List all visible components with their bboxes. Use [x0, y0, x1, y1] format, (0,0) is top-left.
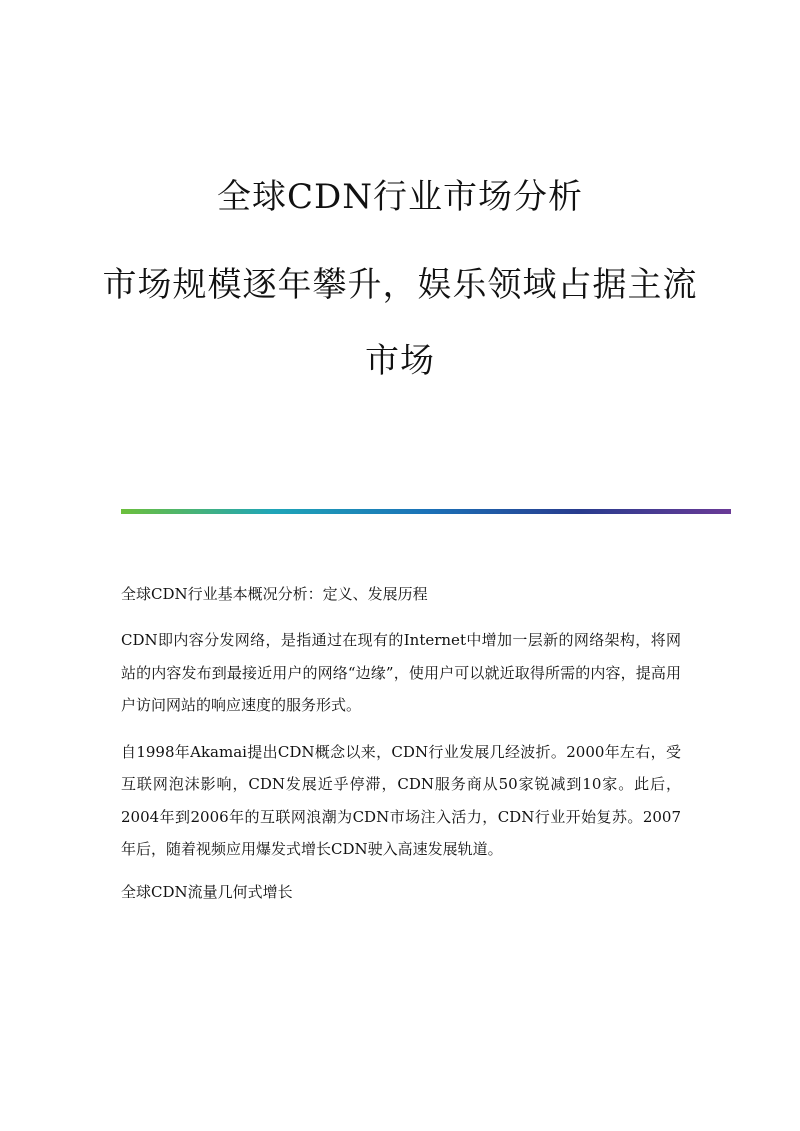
- paragraph: CDN即内容分发网络，是指通过在现有的Internet中增加一层新的网络架构，将网站的内容发布到最接近用户的网络“边缘”，使用户可以就近取得所需的内容，提高用户访问网站的响应速度的服务形式。: [121, 631, 681, 714]
- paragraph: 自1998年Akamai提出CDN概念以来，CDN行业发展几经波折。2000年左右，受互联网泡沫影响，CDN发展近乎停滞，CDN服务商从50家锐减到10家。此后，2004年到2006年的互联网浪潮为CDN市场注入活力，CDN行业开始复苏。2007年后，随着视频应用爆发式增长CDN驶入高速发展轨道。: [121, 742, 681, 858]
- title-line-1: 全球CDN行业市场分析: [216, 177, 584, 217]
- document-title: [0, 178, 800, 380]
- title-line-2: 市场规模逐年攀升，娱乐领域占据主流: [102, 265, 698, 305]
- section-heading: 全球CDN行业基本概况分析：定义、发展历程: [121, 585, 428, 603]
- title-line-3: 市场: [365, 341, 435, 381]
- section-heading: 全球CDN流量几何式增长: [121, 882, 293, 901]
- document-body: [121, 582, 681, 922]
- gradient-divider: [121, 509, 731, 514]
